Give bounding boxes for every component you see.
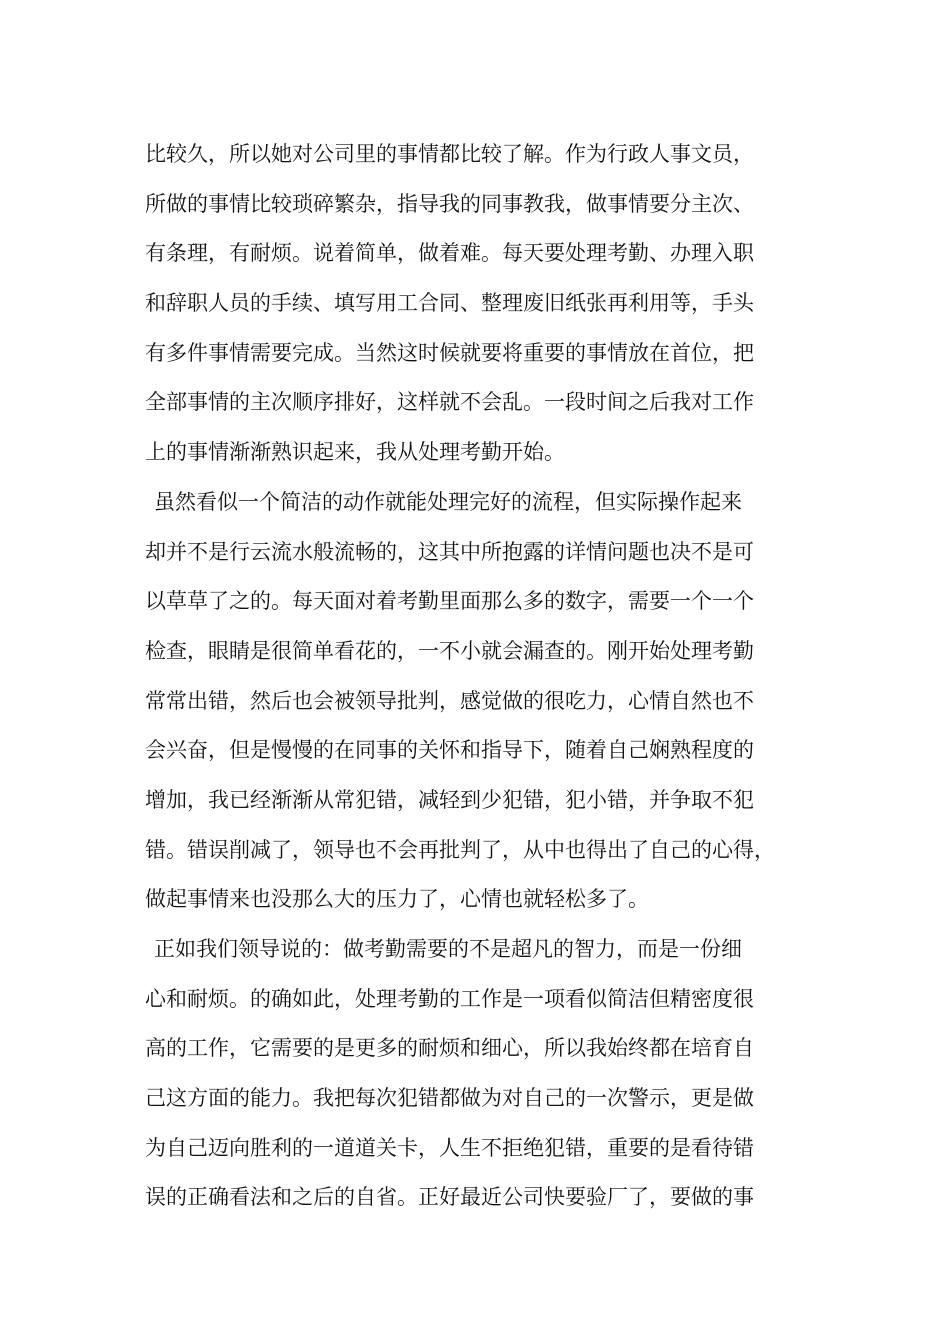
text-line-12: 常常出错，然后也会被领导批判，感觉做的很吃力，心情自然也不	[145, 688, 754, 713]
text-line-15: 错。错误削减了，领导也不会再批判了，从中也得出了自己的心得，	[145, 837, 775, 862]
text-line-19: 高的工作，它需要的是更多的耐烦和细心，所以我始终都在培育自	[145, 1036, 754, 1061]
text-line-11: 检查，眼睛是很简单看花的，一不小就会漏查的。刚开始处理考勤	[145, 638, 754, 663]
text-line-9: 却并不是行云流水般流畅的，这其中所抱露的详情问题也决不是可	[145, 539, 754, 564]
text-line-5: 有多件事情需要完成。当然这时候就要将重要的事情放在首位，把	[145, 340, 754, 365]
text-line-22: 误的正确看法和之后的自省。正好最近公司快要验厂了，要做的事	[145, 1185, 754, 1210]
text-line-3: 有条理，有耐烦。说着简单，做着难。每天要处理考勤、办理入职	[145, 241, 754, 266]
text-line-8: 虽然看似一个简洁的动作就能处理完好的流程，但实际操作起来	[154, 489, 742, 514]
text-line-2: 所做的事情比较琐碎繁杂，指导我的同事教我，做事情要分主次、	[145, 191, 754, 216]
body-text	[145, 130, 825, 1223]
text-line-6: 全部事情的主次顺序排好，这样就不会乱。一段时间之后我对工作	[145, 390, 754, 415]
text-line-4: 和辞职人员的手续、填写用工合同、整理废旧纸张再利用等，手头	[145, 291, 754, 316]
text-line-20: 己这方面的能力。我把每次犯错都做为对自己的一次警示，更是做	[145, 1086, 754, 1111]
text-line-18: 心和耐烦。的确如此，处理考勤的工作是一项看似简洁但精密度很	[145, 986, 754, 1011]
text-line-21: 为自己迈向胜利的一道道关卡，人生不拒绝犯错，重要的是看待错	[145, 1135, 754, 1160]
text-line-10: 以草草了之的。每天面对着考勤里面那么多的数字，需要一个一个	[145, 589, 754, 614]
text-line-13: 会兴奋，但是慢慢的在同事的关怀和指导下，随着自己娴熟程度的	[145, 738, 754, 763]
text-line-16: 做起事情来也没那么大的压力了，心情也就轻松多了。	[145, 887, 649, 912]
text-line-1: 比较久，所以她对公司里的事情都比较了解。作为行政人事文员，	[145, 142, 754, 166]
text-line-14: 增加，我已经渐渐从常犯错，减轻到少犯错，犯小错，并争取不犯	[145, 787, 754, 812]
text-line-17: 正如我们领导说的：做考勤需要的不是超凡的智力，而是一份细	[154, 937, 742, 961]
text-line-7: 上的事情渐渐熟识起来，我从处理考勤开始。	[145, 440, 565, 465]
